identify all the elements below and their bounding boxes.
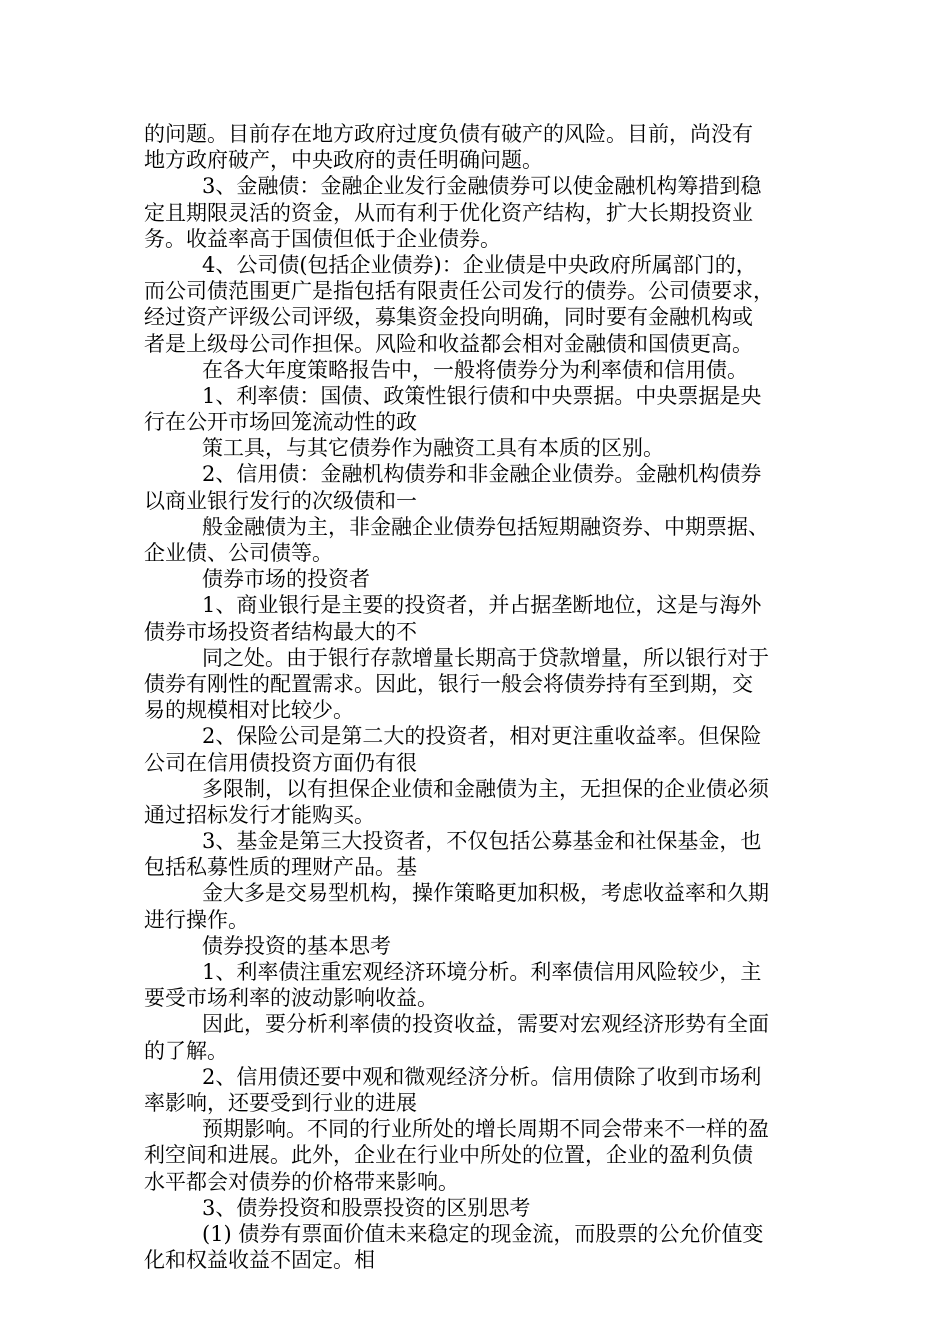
text-line: 包括私募性质的理财产品。基 [144,855,417,880]
text-line: 同之处。由于银行存款增量长期高于贷款增量，所以银行对于 [202,645,769,670]
text-line: 公司在信用债投资方面仍有很 [144,750,417,775]
text-line: 行在公开市场回笼流动性的政 [144,410,417,435]
text-line: 利空间和进展。此外，企业在行业中所处的位置，企业的盈利负债 [144,1143,753,1168]
text-line: 务。收益率高于国债但低于企业债券。 [144,226,501,251]
text-line: 般金融债为主，非金融企业债券包括短期融资券、中期票据、 [202,514,769,539]
text-line: 多限制，以有担保企业债和金融债为主，无担保的企业债必须 [202,776,769,801]
text-line: 者是上级母公司作担保。风险和收益都会相对金融债和国债更高。 [144,331,753,356]
text-line: 定且期限灵活的资金，从而有利于优化资产结构，扩大长期投资业 [144,200,753,225]
text-line: 金大多是交易型机构，操作策略更加积极，考虑收益率和久期 [202,881,769,906]
text-line: 1、利率债：国债、政策性银行债和中央票据。中央票据是央 [202,383,762,408]
text-line: 3、债券投资和股票投资的区别思考 [202,1195,531,1220]
text-line: 的问题。目前存在地方政府过度负债有破产的风险。目前，尚没有 [144,122,753,146]
text-line: 4、公司债(包括企业债券)：企业债是中央政府所属部门的， [202,252,757,277]
text-line: 2、信用债：金融机构债券和非金融企业债券。金融机构债券 [202,462,762,487]
text-line: 预期影响。不同的行业所处的增长周期不同会带来不一样的盈 [202,1117,769,1142]
text-line: 债券有刚性的配置需求。因此，银行一般会将债券持有至到期，交 [144,671,753,696]
text-line: 地方政府破产，中央政府的责任明确问题。 [144,148,543,173]
text-line: 债券市场投资者结构最大的不 [144,619,417,644]
text-line: 3、金融债：金融企业发行金融债券可以使金融机构筹措到稳 [202,174,762,199]
text-line: 债券市场的投资者 [202,567,370,592]
text-line: 要受市场利率的波动影响收益。 [144,986,438,1011]
text-line: 债券投资的基本思考 [202,933,391,958]
text-line: 1、商业银行是主要的投资者，并占据垄断地位，这是与海外 [202,593,762,618]
text-line: 的了解。 [144,1038,228,1063]
document-body [144,121,810,1273]
text-line: 1、利率债注重宏观经济环境分析。利率债信用风险较少，主 [202,960,762,984]
text-line: 以商业银行发行的次级债和一 [144,488,417,513]
text-line: 通过招标发行才能购买。 [144,802,375,827]
text-line: 经过资产评级公司评级，募集资金投向明确，同时要有金融机构或 [144,305,753,330]
text-line: 而公司债范围更广是指包括有限责任公司发行的债券。公司债要求， [144,279,774,304]
text-line: 率影响，还要受到行业的进展 [144,1090,417,1115]
text-line: 2、信用债还要中观和微观经济分析。信用债除了收到市场利 [202,1064,762,1089]
text-line: 进行操作。 [144,907,249,932]
text-line: 企业债、公司债等。 [144,541,333,565]
text-line: 因此，要分析利率债的投资收益，需要对宏观经济形势有全面 [202,1012,769,1037]
text-line: (1) 债券有票面价值未来稳定的现金流，而股票的公允价值变 [202,1221,764,1246]
text-line: 化和权益收益不固定。相 [144,1248,375,1273]
text-line: 3、基金是第三大投资者，不仅包括公募基金和社保基金，也 [202,829,762,854]
text-line: 水平都会对债券的价格带来影响。 [144,1169,459,1194]
text-line: 2、保险公司是第二大的投资者，相对更注重收益率。但保险 [202,724,762,749]
text-line: 易的规模相对比较少。 [144,698,354,723]
text-line: 策工具，与其它债券作为融资工具有本质的区别。 [202,436,664,461]
text-line: 在各大年度策略报告中，一般将债券分为利率债和信用债。 [202,357,748,382]
